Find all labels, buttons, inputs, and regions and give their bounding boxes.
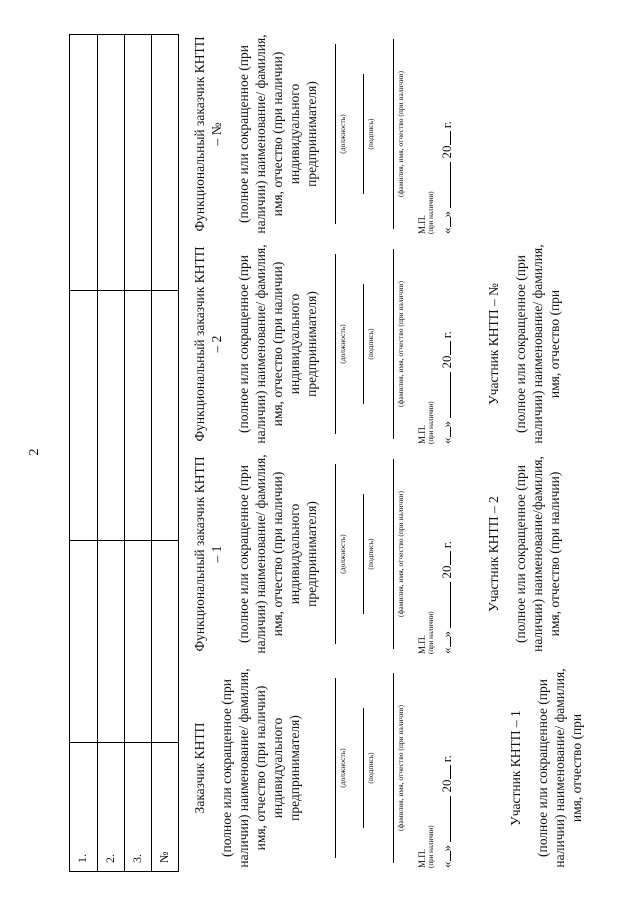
signer-block bbox=[191, 454, 455, 654]
date-field: «» 20 г. bbox=[439, 541, 454, 654]
position-hint: (должность) bbox=[338, 534, 347, 574]
table-row bbox=[151, 35, 179, 871]
stamp-label: М.П. bbox=[417, 214, 427, 234]
signature-hint: (подпись) bbox=[366, 118, 375, 150]
position-line[interactable] bbox=[335, 44, 336, 224]
participant-title: Участник КНТП – № bbox=[486, 283, 501, 405]
participant-description: (полное или сокращенное (при наличии) наименование/ фамилия, имя, отчество (при bbox=[513, 244, 562, 444]
row-label: 2. bbox=[103, 854, 117, 863]
position-hint: (должность) bbox=[338, 748, 347, 788]
signature-line[interactable] bbox=[363, 708, 364, 828]
signer-block bbox=[191, 244, 455, 444]
month-blank[interactable] bbox=[450, 162, 451, 208]
name-hint: (фамилия, имя, отчество (при наличии) bbox=[396, 491, 405, 617]
day-blank[interactable] bbox=[450, 428, 451, 438]
month-blank[interactable] bbox=[450, 796, 451, 842]
month-blank[interactable] bbox=[450, 372, 451, 418]
stamp-hint: (при наличии) bbox=[427, 191, 435, 234]
signer-block bbox=[191, 34, 455, 234]
day-blank[interactable] bbox=[450, 638, 451, 648]
participant-title: Участник КНТП – 2 bbox=[486, 496, 501, 612]
signer-title: Функциональный заказчик КНТП – № bbox=[192, 36, 224, 232]
signature-hint: (подпись) bbox=[366, 752, 375, 784]
row-label: 1. bbox=[75, 854, 89, 863]
name-hint: (фамилия, имя, отчество (при наличии) bbox=[396, 705, 405, 831]
stamp-hint: (при наличии) bbox=[427, 825, 435, 868]
position-line[interactable] bbox=[335, 254, 336, 434]
signature-hint: (подпись) bbox=[366, 538, 375, 570]
signature-line[interactable] bbox=[363, 494, 364, 614]
name-hint: (фамилия, имя, отчество (при наличии) bbox=[396, 281, 405, 407]
year-blank[interactable] bbox=[450, 766, 451, 780]
table-row bbox=[70, 35, 97, 871]
signature-line[interactable] bbox=[363, 284, 364, 404]
stamp-hint: (при наличии) bbox=[427, 611, 435, 654]
date-field: «» 20 г. bbox=[439, 121, 454, 234]
position-hint: (должность) bbox=[338, 114, 347, 154]
signer-description: (полное или сокращенное (при наличии) наименование/ фамилия, имя, отчество (при наличии) индивидуального предпринимателя) bbox=[236, 244, 319, 444]
date-field: «» 20 г. bbox=[439, 331, 454, 444]
row-label: № bbox=[157, 851, 171, 863]
name-line[interactable] bbox=[393, 39, 394, 229]
date-field: «» 20 г. bbox=[439, 755, 454, 868]
participant-description: (полное или сокращенное (при наличии) наименование/фамилия, имя, отчество (при наличии) bbox=[513, 456, 562, 652]
signature-line[interactable] bbox=[363, 74, 364, 194]
participant-title: Участник КНТП – 1 bbox=[508, 710, 523, 826]
name-line[interactable] bbox=[393, 249, 394, 439]
page-number: 2 bbox=[27, 448, 42, 456]
summary-table bbox=[69, 34, 179, 872]
signer-title: Заказчик КНТП bbox=[192, 722, 207, 814]
row-label: 3. bbox=[130, 854, 144, 863]
position-hint: (должность) bbox=[338, 324, 347, 364]
year-blank[interactable] bbox=[450, 132, 451, 146]
stamp-label: М.П. bbox=[417, 424, 427, 444]
name-line[interactable] bbox=[393, 459, 394, 649]
signer-block bbox=[191, 668, 455, 868]
year-blank[interactable] bbox=[450, 552, 451, 566]
signer-description: (полное или сокращенное (при наличии) наименование/ фамилия, имя, отчество (при наличии) индивидуального предпринимателя) bbox=[236, 34, 319, 234]
signer-description: (полное или сокращенное (при наличии) наименование/ фамилия, имя, отчество (при наличии) индивидуального предпринимателя) bbox=[236, 454, 319, 654]
day-blank[interactable] bbox=[450, 218, 451, 228]
stamp-label: М.П. bbox=[417, 848, 427, 868]
name-line[interactable] bbox=[393, 673, 394, 863]
participant-block bbox=[485, 244, 563, 444]
day-blank[interactable] bbox=[450, 852, 451, 862]
table-row bbox=[124, 35, 152, 871]
document-page bbox=[15, 22, 625, 882]
participant-block bbox=[485, 454, 563, 654]
stamp-hint: (при наличии) bbox=[427, 401, 435, 444]
month-blank[interactable] bbox=[450, 582, 451, 628]
table-row bbox=[97, 35, 125, 871]
participant-block bbox=[507, 668, 585, 868]
stamp-label: М.П. bbox=[417, 634, 427, 654]
signer-description: (полное или сокращенное (при наличии) наименование/ фамилия, имя, отчество (при наличии) индивидуального предпринимателя) bbox=[219, 668, 302, 868]
name-hint: (фамилия, имя, отчество (при наличии) bbox=[396, 71, 405, 197]
year-blank[interactable] bbox=[450, 342, 451, 356]
position-line[interactable] bbox=[335, 678, 336, 858]
signer-title: Функциональный заказчик КНТП – 1 bbox=[192, 456, 224, 652]
participant-description: (полное или сокращенное (при наличии) наименование/ фамилия, имя, отчество (при bbox=[535, 668, 584, 868]
signer-title: Функциональный заказчик КНТП – 2 bbox=[192, 246, 224, 442]
position-line[interactable] bbox=[335, 464, 336, 644]
signature-hint: (подпись) bbox=[366, 328, 375, 360]
